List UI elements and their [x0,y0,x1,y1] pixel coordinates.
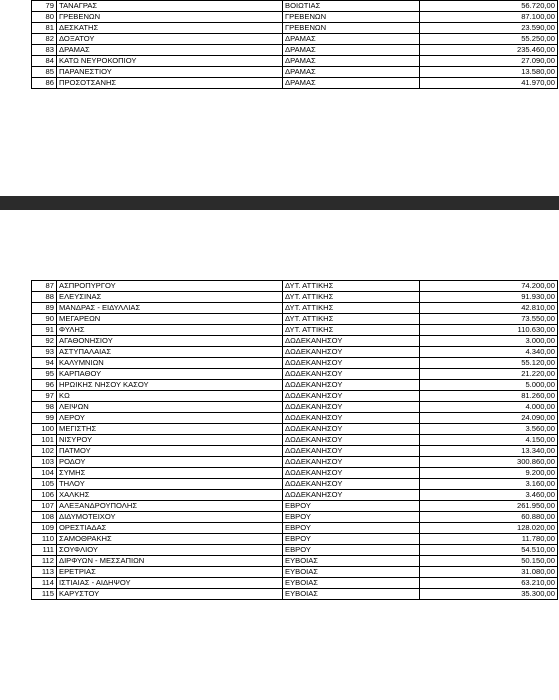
municipality-name: ΝΙΣΥΡΟΥ [57,435,283,446]
row-number: 96 [32,380,57,391]
amount: 3.460,00 [420,490,558,501]
amount: 91.930,00 [420,292,558,303]
regional-unit: ΓΡΕΒΕΝΩΝ [283,23,420,34]
municipality-name: ΠΑΤΜΟΥ [57,446,283,457]
table-row [32,556,558,567]
amount: 13.340,00 [420,446,558,457]
amount: 55.120,00 [420,358,558,369]
row-number: 110 [32,534,57,545]
regional-unit: ΔΩΔΕΚΑΝΗΣΟΥ [283,380,420,391]
amount: 21.220,00 [420,369,558,380]
row-number: 92 [32,336,57,347]
municipality-name: ΔΙΡΦΥΩΝ - ΜΕΣΣΑΠΙΩΝ [57,556,283,567]
row-number: 91 [32,325,57,336]
regional-unit: ΔΩΔΕΚΑΝΗΣΟΥ [283,391,420,402]
table-row [32,358,558,369]
table-row [32,303,558,314]
amount: 23.590,00 [420,23,558,34]
amount: 128.020,00 [420,523,558,534]
regional-unit: ΔΡΑΜΑΣ [283,34,420,45]
table-row [32,523,558,534]
amount: 74.200,00 [420,281,558,292]
regional-unit: ΔΡΑΜΑΣ [283,45,420,56]
table-row [32,292,558,303]
row-number: 108 [32,512,57,523]
row-number: 112 [32,556,57,567]
table-row [32,545,558,556]
regional-unit: ΔΩΔΕΚΑΝΗΣΟΥ [283,490,420,501]
amount: 261.950,00 [420,501,558,512]
municipality-name: ΚΑΤΩ ΝΕΥΡΟΚΟΠΙΟΥ [57,56,283,67]
table-row [32,281,558,292]
amount: 4.340,00 [420,347,558,358]
table-row [32,402,558,413]
amount: 13.580,00 [420,67,558,78]
row-number: 105 [32,479,57,490]
table-row [32,78,558,89]
municipality-name: ΚΑΛΥΜΝΙΩΝ [57,358,283,369]
regional-unit: ΔΥΤ. ΑΤΤΙΚΗΣ [283,303,420,314]
table-row [32,347,558,358]
table-row [32,424,558,435]
municipality-name: ΚΑΡΠΑΘΟΥ [57,369,283,380]
regional-unit: ΔΥΤ. ΑΤΤΙΚΗΣ [283,281,420,292]
amount: 73.550,00 [420,314,558,325]
amount: 11.780,00 [420,534,558,545]
row-number: 86 [32,78,57,89]
municipality-name: ΓΡΕΒΕΝΩΝ [57,12,283,23]
amount: 54.510,00 [420,545,558,556]
municipality-name: ΣΥΜΗΣ [57,468,283,479]
row-number: 97 [32,391,57,402]
municipality-name: ΠΡΟΣΟΤΣΑΝΗΣ [57,78,283,89]
amount: 35.300,00 [420,589,558,600]
table-row [32,369,558,380]
row-number: 88 [32,292,57,303]
regional-unit: ΔΩΔΕΚΑΝΗΣΟΥ [283,336,420,347]
amount: 3.000,00 [420,336,558,347]
municipality-name: ΔΕΣΚΑΤΗΣ [57,23,283,34]
amount: 50.150,00 [420,556,558,567]
amount: 56.720,00 [420,1,558,12]
row-number: 114 [32,578,57,589]
page-divider-band [0,196,559,210]
amount: 60.880,00 [420,512,558,523]
regional-unit: ΔΩΔΕΚΑΝΗΣΟΥ [283,457,420,468]
row-number: 83 [32,45,57,56]
row-number: 98 [32,402,57,413]
row-number: 95 [32,369,57,380]
municipality-name: ΤΑΝΑΓΡΑΣ [57,1,283,12]
row-number: 115 [32,589,57,600]
municipality-table-bottom [31,280,558,600]
municipality-name: ΜΕΓΙΣΤΗΣ [57,424,283,435]
amount: 235.460,00 [420,45,558,56]
amount: 110.630,00 [420,325,558,336]
regional-unit: ΕΥΒΟΙΑΣ [283,578,420,589]
table-row [32,457,558,468]
regional-unit: ΔΩΔΕΚΑΝΗΣΟΥ [283,413,420,424]
municipality-name: ΠΑΡΑΝΕΣΤΙΟΥ [57,67,283,78]
table-row [32,512,558,523]
municipality-name: ΤΗΛΟΥ [57,479,283,490]
table-row [32,34,558,45]
amount: 5.000,00 [420,380,558,391]
regional-unit: ΕΥΒΟΙΑΣ [283,589,420,600]
regional-unit: ΕΒΡΟΥ [283,523,420,534]
table-row [32,336,558,347]
row-number: 113 [32,567,57,578]
row-number: 109 [32,523,57,534]
municipality-name: ΔΟΞΑΤΟΥ [57,34,283,45]
amount: 3.160,00 [420,479,558,490]
regional-unit: ΔΩΔΕΚΑΝΗΣΟΥ [283,347,420,358]
regional-unit: ΔΥΤ. ΑΤΤΙΚΗΣ [283,314,420,325]
amount: 81.260,00 [420,391,558,402]
amount: 3.560,00 [420,424,558,435]
table-row [32,567,558,578]
regional-unit: ΔΡΑΜΑΣ [283,67,420,78]
amount: 31.080,00 [420,567,558,578]
municipality-name: ΑΣΤΥΠΑΛΑΙΑΣ [57,347,283,358]
municipality-name: ΑΛΕΞΑΝΔΡΟΥΠΟΛΗΣ [57,501,283,512]
row-number: 107 [32,501,57,512]
municipality-name: ΜΕΓΑΡΕΩΝ [57,314,283,325]
amount: 27.090,00 [420,56,558,67]
table-body-top [32,1,558,89]
table-row [32,501,558,512]
row-number: 99 [32,413,57,424]
municipality-name: ΜΑΝΔΡΑΣ - ΕΙΔΥΛΛΙΑΣ [57,303,283,314]
regional-unit: ΔΡΑΜΑΣ [283,56,420,67]
row-number: 85 [32,67,57,78]
municipality-name: ΣΑΜΟΘΡΑΚΗΣ [57,534,283,545]
regional-unit: ΕΒΡΟΥ [283,545,420,556]
table-row [32,446,558,457]
table-row [32,45,558,56]
table-row [32,23,558,34]
row-number: 90 [32,314,57,325]
amount: 9.200,00 [420,468,558,479]
municipality-name: ΡΟΔΟΥ [57,457,283,468]
table-row [32,589,558,600]
regional-unit: ΔΩΔΕΚΑΝΗΣΟΥ [283,402,420,413]
municipality-name: ΔΙΔΥΜΟΤΕΙΧΟΥ [57,512,283,523]
municipality-name: ΟΡΕΣΤΙΑΔΑΣ [57,523,283,534]
table-row [32,578,558,589]
table-row [32,12,558,23]
municipality-name: ΚΩ [57,391,283,402]
amount: 24.090,00 [420,413,558,424]
table-row [32,490,558,501]
row-number: 111 [32,545,57,556]
municipality-name: ΙΣΤΙΑΙΑΣ - ΑΙΔΗΨΟΥ [57,578,283,589]
row-number: 100 [32,424,57,435]
amount: 55.250,00 [420,34,558,45]
regional-unit: ΔΩΔΕΚΑΝΗΣΟΥ [283,369,420,380]
amount: 87.100,00 [420,12,558,23]
municipality-name: ΛΕΙΨΩΝ [57,402,283,413]
table-row [32,325,558,336]
regional-unit: ΕΒΡΟΥ [283,512,420,523]
table-row [32,1,558,12]
row-number: 80 [32,12,57,23]
amount: 300.860,00 [420,457,558,468]
municipality-name: ΧΑΛΚΗΣ [57,490,283,501]
table-row [32,534,558,545]
municipality-table-top [31,0,558,89]
regional-unit: ΔΥΤ. ΑΤΤΙΚΗΣ [283,292,420,303]
row-number: 84 [32,56,57,67]
regional-unit: ΕΥΒΟΙΑΣ [283,556,420,567]
table-row [32,380,558,391]
municipality-name: ΔΡΑΜΑΣ [57,45,283,56]
municipality-name: ΦΥΛΗΣ [57,325,283,336]
regional-unit: ΒΟΙΩΤΙΑΣ [283,1,420,12]
row-number: 89 [32,303,57,314]
table-row [32,479,558,490]
regional-unit: ΔΩΔΕΚΑΝΗΣΟΥ [283,424,420,435]
regional-unit: ΔΩΔΕΚΑΝΗΣΟΥ [283,435,420,446]
regional-unit: ΓΡΕΒΕΝΩΝ [283,12,420,23]
table-row [32,435,558,446]
row-number: 93 [32,347,57,358]
table-row [32,391,558,402]
row-number: 103 [32,457,57,468]
amount: 41.970,00 [420,78,558,89]
municipality-name: ΣΟΥΦΛΙΟΥ [57,545,283,556]
row-number: 102 [32,446,57,457]
regional-unit: ΔΡΑΜΑΣ [283,78,420,89]
table-row [32,56,558,67]
row-number: 101 [32,435,57,446]
row-number: 87 [32,281,57,292]
row-number: 106 [32,490,57,501]
regional-unit: ΔΩΔΕΚΑΝΗΣΟΥ [283,358,420,369]
municipality-name: ΛΕΡΟΥ [57,413,283,424]
row-number: 94 [32,358,57,369]
table-body-bottom [32,281,558,600]
row-number: 79 [32,1,57,12]
table-row [32,314,558,325]
municipality-name: ΑΓΑΘΟΝΗΣΙΟΥ [57,336,283,347]
table-row [32,468,558,479]
row-number: 104 [32,468,57,479]
municipality-name: ΕΛΕΥΣΙΝΑΣ [57,292,283,303]
amount: 42.810,00 [420,303,558,314]
regional-unit: ΕΒΡΟΥ [283,534,420,545]
regional-unit: ΔΩΔΕΚΑΝΗΣΟΥ [283,446,420,457]
municipality-name: ΚΑΡΥΣΤΟΥ [57,589,283,600]
regional-unit: ΔΩΔΕΚΑΝΗΣΟΥ [283,479,420,490]
regional-unit: ΕΥΒΟΙΑΣ [283,567,420,578]
municipality-name: ΑΣΠΡΟΠΥΡΓΟΥ [57,281,283,292]
row-number: 82 [32,34,57,45]
regional-unit: ΔΩΔΕΚΑΝΗΣΟΥ [283,468,420,479]
amount: 63.210,00 [420,578,558,589]
table-row [32,67,558,78]
municipality-name: ΕΡΕΤΡΙΑΣ [57,567,283,578]
amount: 4.000,00 [420,402,558,413]
row-number: 81 [32,23,57,34]
regional-unit: ΔΥΤ. ΑΤΤΙΚΗΣ [283,325,420,336]
amount: 4.150,00 [420,435,558,446]
municipality-name: ΗΡΩΙΚΗΣ ΝΗΣΟΥ ΚΑΣΟΥ [57,380,283,391]
table-row [32,413,558,424]
regional-unit: ΕΒΡΟΥ [283,501,420,512]
